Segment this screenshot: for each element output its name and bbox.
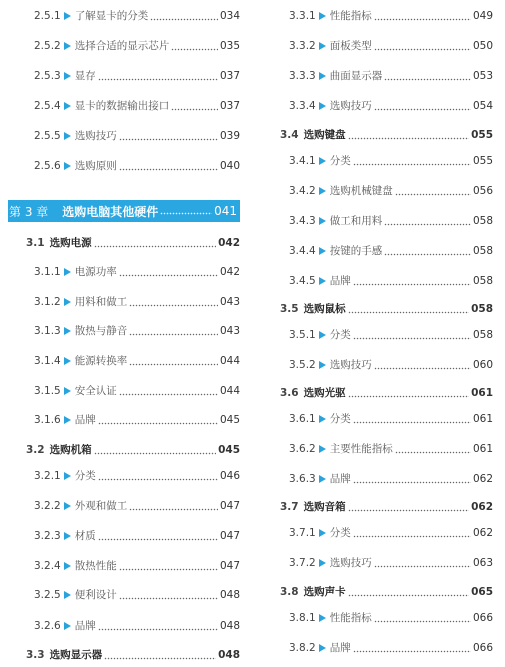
toc-subsection-entry[interactable] xyxy=(8,293,240,309)
entry-title: 面板类型 xyxy=(329,40,372,52)
dot-leader xyxy=(119,590,218,600)
dot-leader xyxy=(353,474,471,484)
toc-subsection-entry[interactable] xyxy=(8,617,240,633)
toc-section-entry[interactable] xyxy=(280,384,493,400)
entry-title: 外观和做工 xyxy=(74,500,128,512)
triangle-bullet-icon xyxy=(319,72,326,80)
entry-number: 3.8.1 xyxy=(289,612,316,624)
page-number: 063 xyxy=(472,557,493,569)
entry-number: 3.3 xyxy=(26,649,45,661)
page-number: 062 xyxy=(472,527,493,539)
dot-leader xyxy=(98,71,218,81)
entry-number: 3.1 xyxy=(26,237,45,249)
dot-leader xyxy=(374,11,471,21)
entry-number: 3.4.1 xyxy=(289,155,316,167)
triangle-bullet-icon xyxy=(319,187,326,195)
triangle-bullet-icon xyxy=(64,162,71,170)
triangle-bullet-icon xyxy=(319,157,326,165)
entry-number: 3.3.3 xyxy=(289,70,316,82)
dot-leader xyxy=(119,131,218,141)
page-number: 039 xyxy=(219,130,240,142)
entry-title: 选购技巧 xyxy=(329,359,372,371)
entry-number: 3.5.1 xyxy=(289,329,316,341)
entry-title: 选购电源 xyxy=(49,237,92,249)
dot-leader xyxy=(353,414,471,424)
dot-leader xyxy=(98,415,218,425)
triangle-bullet-icon xyxy=(319,614,326,622)
entry-title: 品牌 xyxy=(74,414,96,426)
page-number: 037 xyxy=(219,70,240,82)
entry-number: 3.2.6 xyxy=(34,620,61,632)
toc-subsection-entry[interactable] xyxy=(280,356,493,372)
entry-title: 选购音箱 xyxy=(303,501,346,513)
toc-subsection-entry[interactable] xyxy=(280,326,493,342)
dot-leader xyxy=(353,330,471,340)
triangle-bullet-icon xyxy=(64,562,71,570)
toc-subsection-entry[interactable] xyxy=(8,586,240,602)
page-number: 035 xyxy=(219,40,240,52)
dot-leader xyxy=(119,386,218,396)
entry-title: 安全认证 xyxy=(74,385,117,397)
dot-leader xyxy=(348,388,469,398)
entry-title: 选购技巧 xyxy=(329,100,372,112)
triangle-bullet-icon xyxy=(319,475,326,483)
page-number: 066 xyxy=(472,642,493,654)
triangle-bullet-icon xyxy=(64,42,71,50)
dot-leader xyxy=(171,41,218,51)
entry-title: 分类 xyxy=(74,470,96,482)
triangle-bullet-icon xyxy=(319,415,326,423)
entry-title: 品牌 xyxy=(329,473,351,485)
dot-leader xyxy=(374,101,471,111)
toc-subsection-entry[interactable] xyxy=(8,7,240,23)
triangle-bullet-icon xyxy=(319,12,326,20)
dot-leader xyxy=(98,621,218,631)
page-number: 060 xyxy=(472,359,493,371)
dot-leader xyxy=(374,360,471,370)
entry-title: 散热与静音 xyxy=(74,325,128,337)
dot-leader xyxy=(129,326,218,336)
toc-section-entry[interactable] xyxy=(280,300,493,316)
chapter-heading[interactable] xyxy=(8,200,240,222)
triangle-bullet-icon xyxy=(319,217,326,225)
entry-title: 分类 xyxy=(329,527,351,539)
chapter-number: 第 3 章 xyxy=(9,204,49,219)
page-number: 047 xyxy=(219,560,240,572)
entry-number: 3.4.5 xyxy=(289,275,316,287)
entry-number: 3.6 xyxy=(280,387,299,399)
toc-subsection-entry[interactable] xyxy=(280,639,493,655)
toc-section-entry[interactable] xyxy=(8,441,240,457)
dot-leader xyxy=(129,297,218,307)
dot-leader xyxy=(160,207,212,215)
page-number: 061 xyxy=(472,413,493,425)
page-number: 043 xyxy=(219,325,240,337)
triangle-bullet-icon xyxy=(64,416,71,424)
dot-leader xyxy=(395,444,471,454)
toc-section-entry[interactable] xyxy=(280,126,493,142)
entry-title: 能源转换率 xyxy=(74,355,128,367)
page-number: 049 xyxy=(472,10,493,22)
dot-leader xyxy=(119,561,218,571)
page-number: 044 xyxy=(219,355,240,367)
toc-subsection-entry[interactable] xyxy=(280,152,493,168)
entry-title: 分类 xyxy=(329,155,351,167)
triangle-bullet-icon xyxy=(64,591,71,599)
dot-leader xyxy=(374,41,471,51)
dot-leader xyxy=(384,246,471,256)
page-number: 040 xyxy=(219,160,240,172)
entry-number: 3.4.4 xyxy=(289,245,316,257)
page-number: 053 xyxy=(472,70,493,82)
entry-number: 3.7.1 xyxy=(289,527,316,539)
toc-subsection-entry[interactable] xyxy=(8,467,240,483)
entry-number: 3.3.2 xyxy=(289,40,316,52)
dot-leader xyxy=(353,156,471,166)
triangle-bullet-icon xyxy=(319,361,326,369)
entry-number: 2.5.5 xyxy=(34,130,61,142)
toc-subsection-entry[interactable] xyxy=(8,97,240,113)
triangle-bullet-icon xyxy=(319,644,326,652)
triangle-bullet-icon xyxy=(64,502,71,510)
entry-title: 选购光驱 xyxy=(303,387,346,399)
toc-subsection-entry[interactable] xyxy=(280,212,493,228)
entry-title: 选购技巧 xyxy=(74,130,117,142)
page-number: 047 xyxy=(219,500,240,512)
triangle-bullet-icon xyxy=(64,357,71,365)
entry-title: 品牌 xyxy=(329,275,351,287)
entry-number: 3.3.1 xyxy=(289,10,316,22)
entry-number: 3.8.2 xyxy=(289,642,316,654)
entry-title: 曲面显示器 xyxy=(329,70,383,82)
entry-title: 显卡的数据输出接口 xyxy=(74,100,170,112)
dot-leader xyxy=(348,587,469,597)
triangle-bullet-icon xyxy=(64,298,71,306)
triangle-bullet-icon xyxy=(319,529,326,537)
dot-leader xyxy=(353,528,471,538)
page-number: 058 xyxy=(472,245,493,257)
entry-number: 3.3.4 xyxy=(289,100,316,112)
entry-number: 3.1.1 xyxy=(34,266,61,278)
page-number: 054 xyxy=(472,100,493,112)
toc-subsection-entry[interactable] xyxy=(8,411,240,427)
entry-number: 3.2.2 xyxy=(34,500,61,512)
entry-number: 3.1.2 xyxy=(34,296,61,308)
page-number: 055 xyxy=(471,129,493,141)
dot-leader xyxy=(94,238,216,248)
entry-title: 主要性能指标 xyxy=(329,443,393,455)
triangle-bullet-icon xyxy=(64,12,71,20)
entry-number: 3.6.3 xyxy=(289,473,316,485)
entry-number: 3.5.2 xyxy=(289,359,316,371)
page-number: 058 xyxy=(472,329,493,341)
dot-leader xyxy=(374,613,471,623)
triangle-bullet-icon xyxy=(319,559,326,567)
entry-number: 3.8 xyxy=(280,586,299,598)
triangle-bullet-icon xyxy=(319,247,326,255)
entry-number: 3.7 xyxy=(280,501,299,513)
page-number: 050 xyxy=(472,40,493,52)
entry-title: 选购声卡 xyxy=(303,586,346,598)
page-number: 046 xyxy=(219,470,240,482)
page-number: 058 xyxy=(472,275,493,287)
toc-section-entry[interactable] xyxy=(8,234,240,250)
triangle-bullet-icon xyxy=(64,387,71,395)
toc-subsection-entry[interactable] xyxy=(280,7,493,23)
dot-leader xyxy=(395,186,471,196)
entry-number: 3.1.3 xyxy=(34,325,61,337)
dot-leader xyxy=(353,276,471,286)
entry-number: 3.2 xyxy=(26,444,45,456)
page-number: 034 xyxy=(219,10,240,22)
dot-leader xyxy=(129,501,218,511)
dot-leader xyxy=(384,71,471,81)
toc-subsection-entry[interactable] xyxy=(280,242,493,258)
toc-subsection-entry[interactable] xyxy=(8,157,240,173)
toc-subsection-entry[interactable] xyxy=(280,410,493,426)
entry-title: 用料和做工 xyxy=(74,296,128,308)
dot-leader xyxy=(348,502,469,512)
toc-subsection-entry[interactable] xyxy=(280,440,493,456)
toc-section-entry[interactable] xyxy=(280,583,493,599)
entry-title: 便利设计 xyxy=(74,589,117,601)
triangle-bullet-icon xyxy=(64,622,71,630)
entry-title: 性能指标 xyxy=(329,10,372,22)
entry-title: 选购机械键盘 xyxy=(329,185,393,197)
entry-number: 2.5.1 xyxy=(34,10,61,22)
page-number: 048 xyxy=(219,620,240,632)
entry-number: 3.1.4 xyxy=(34,355,61,367)
entry-number: 3.6.2 xyxy=(289,443,316,455)
toc-subsection-entry[interactable] xyxy=(280,272,493,288)
entry-title: 按键的手感 xyxy=(329,245,383,257)
toc-subsection-entry[interactable] xyxy=(280,182,493,198)
page-number: 062 xyxy=(472,473,493,485)
entry-title: 性能指标 xyxy=(329,612,372,624)
entry-number: 3.4 xyxy=(280,129,299,141)
entry-number: 3.2.3 xyxy=(34,530,61,542)
triangle-bullet-icon xyxy=(319,445,326,453)
dot-leader xyxy=(171,101,218,111)
page-number: 047 xyxy=(219,530,240,542)
page-number: 043 xyxy=(219,296,240,308)
dot-leader xyxy=(374,558,471,568)
triangle-bullet-icon xyxy=(64,268,71,276)
toc-subsection-entry[interactable] xyxy=(280,609,493,625)
toc-subsection-entry[interactable] xyxy=(8,67,240,83)
toc-subsection-entry[interactable] xyxy=(280,554,493,570)
dot-leader xyxy=(384,216,471,226)
dot-leader xyxy=(119,161,218,171)
dot-leader xyxy=(129,356,218,366)
toc-subsection-entry[interactable] xyxy=(280,470,493,486)
entry-title: 品牌 xyxy=(329,642,351,654)
page-number: 044 xyxy=(219,385,240,397)
page-number: 042 xyxy=(219,266,240,278)
triangle-bullet-icon xyxy=(64,327,71,335)
entry-title: 选购原则 xyxy=(74,160,117,172)
toc-subsection-entry[interactable] xyxy=(280,97,493,113)
page-number: 045 xyxy=(218,444,240,456)
toc-subsection-entry[interactable] xyxy=(8,527,240,543)
entry-title: 了解显卡的分类 xyxy=(74,10,149,22)
page-number: 061 xyxy=(471,387,493,399)
page-number: 037 xyxy=(219,100,240,112)
dot-leader xyxy=(150,11,218,21)
dot-leader xyxy=(348,130,469,140)
entry-number: 3.7.2 xyxy=(289,557,316,569)
toc-subsection-entry[interactable] xyxy=(8,322,240,338)
entry-number: 2.5.6 xyxy=(34,160,61,172)
entry-title: 选择合适的显示芯片 xyxy=(74,40,170,52)
entry-number: 3.5 xyxy=(280,303,299,315)
dot-leader xyxy=(348,304,469,314)
triangle-bullet-icon xyxy=(64,532,71,540)
page-number: 045 xyxy=(219,414,240,426)
page-number: 048 xyxy=(219,589,240,601)
triangle-bullet-icon xyxy=(64,132,71,140)
entry-number: 2.5.3 xyxy=(34,70,61,82)
entry-number: 3.1.6 xyxy=(34,414,61,426)
toc-subsection-entry[interactable] xyxy=(8,37,240,53)
page-number: 058 xyxy=(471,303,493,315)
dot-leader xyxy=(98,471,218,481)
page-number: 055 xyxy=(472,155,493,167)
triangle-bullet-icon xyxy=(64,72,71,80)
entry-title: 显存 xyxy=(74,70,96,82)
dot-leader xyxy=(353,643,471,653)
triangle-bullet-icon xyxy=(319,102,326,110)
toc-section-entry[interactable] xyxy=(8,646,240,662)
entry-number: 3.2.5 xyxy=(34,589,61,601)
toc-subsection-entry[interactable] xyxy=(8,127,240,143)
dot-leader xyxy=(98,531,218,541)
entry-title: 做工和用料 xyxy=(329,215,383,227)
triangle-bullet-icon xyxy=(64,102,71,110)
entry-title: 散热性能 xyxy=(74,560,117,572)
triangle-bullet-icon xyxy=(319,277,326,285)
toc-subsection-entry[interactable] xyxy=(280,37,493,53)
dot-leader xyxy=(119,267,218,277)
entry-title: 选购技巧 xyxy=(329,557,372,569)
entry-number: 3.1.5 xyxy=(34,385,61,397)
toc-subsection-entry[interactable] xyxy=(8,352,240,368)
toc-subsection-entry[interactable] xyxy=(8,382,240,398)
page-number: 042 xyxy=(218,237,240,249)
entry-title: 材质 xyxy=(74,530,96,542)
page-number: 048 xyxy=(218,649,240,661)
entry-title: 电源功率 xyxy=(74,266,117,278)
page-number: 062 xyxy=(471,501,493,513)
page-number: 041 xyxy=(214,204,237,218)
entry-title: 选购显示器 xyxy=(49,649,103,661)
triangle-bullet-icon xyxy=(319,331,326,339)
page-number: 065 xyxy=(471,586,493,598)
entry-number: 3.4.2 xyxy=(289,185,316,197)
page-number: 058 xyxy=(472,215,493,227)
page-number: 066 xyxy=(472,612,493,624)
entry-number: 3.4.3 xyxy=(289,215,316,227)
toc-subsection-entry[interactable] xyxy=(8,557,240,573)
entry-number: 3.2.4 xyxy=(34,560,61,572)
entry-number: 3.6.1 xyxy=(289,413,316,425)
dot-leader xyxy=(94,445,216,455)
toc-subsection-entry[interactable] xyxy=(8,497,240,513)
entry-title: 选购鼠标 xyxy=(303,303,346,315)
entry-title: 分类 xyxy=(329,329,351,341)
toc-section-entry[interactable] xyxy=(280,498,493,514)
entry-title: 选购机箱 xyxy=(49,444,92,456)
page-number: 061 xyxy=(472,443,493,455)
toc-subsection-entry[interactable] xyxy=(280,524,493,540)
entry-title: 选购键盘 xyxy=(303,129,346,141)
page-number: 056 xyxy=(472,185,493,197)
chapter-title: 选购电脑其他硬件 xyxy=(62,204,159,219)
entry-title: 分类 xyxy=(329,413,351,425)
triangle-bullet-icon xyxy=(64,472,71,480)
entry-number: 2.5.2 xyxy=(34,40,61,52)
dot-leader xyxy=(104,650,216,660)
toc-subsection-entry[interactable] xyxy=(280,67,493,83)
entry-title: 品牌 xyxy=(74,620,96,632)
triangle-bullet-icon xyxy=(319,42,326,50)
entry-number: 3.2.1 xyxy=(34,470,61,482)
entry-number: 2.5.4 xyxy=(34,100,61,112)
toc-subsection-entry[interactable] xyxy=(8,263,240,279)
